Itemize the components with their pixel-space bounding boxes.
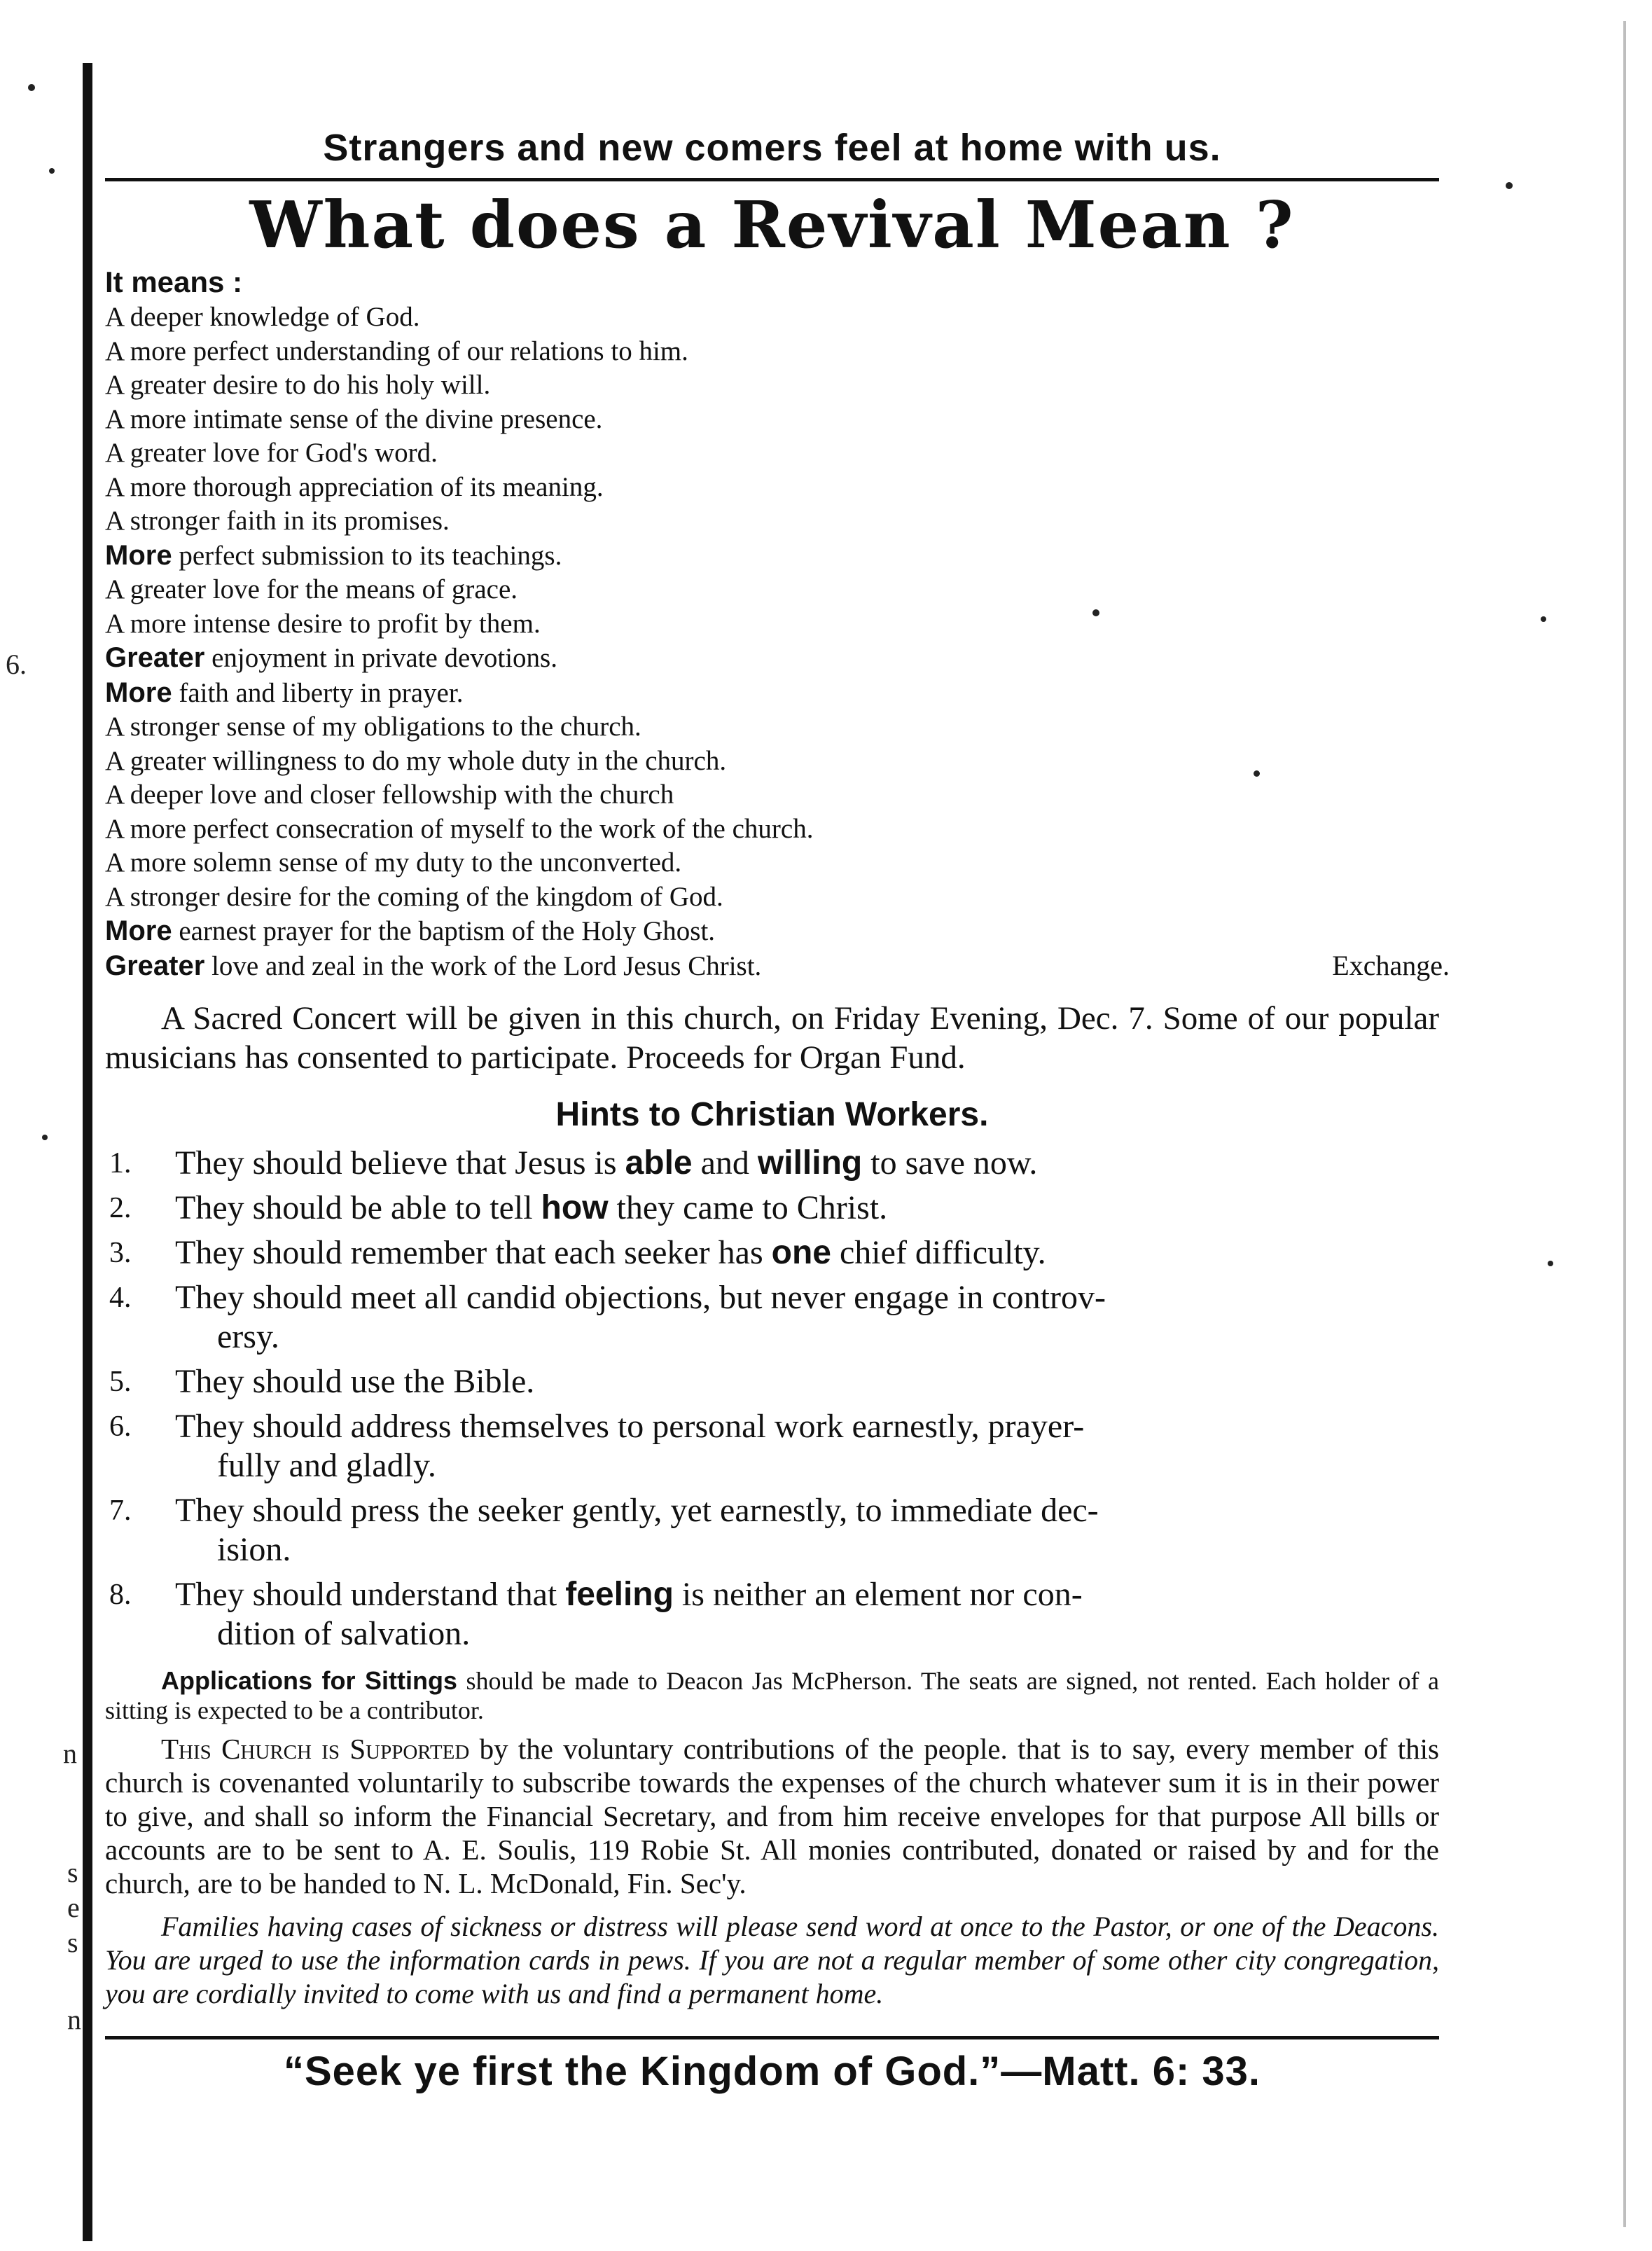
footer-rule <box>105 2036 1439 2039</box>
hint-text <box>175 1362 1439 1401</box>
hint-item <box>105 1189 1439 1228</box>
revival-item <box>105 368 1439 403</box>
hint-item <box>105 1491 1439 1570</box>
concert-notice: A Sacred Concert will be given in this church, on Friday Evening, Dec. 7. Some of our popular musicians has consented to participate. Proceeds for Organ Fund. <box>105 1000 1439 1076</box>
hint-number: 8. <box>109 1579 132 1611</box>
revival-item-lead: More <box>105 539 172 571</box>
hint-continuation: fully and gladly. <box>217 1447 436 1484</box>
source-credit: Exchange. <box>1332 949 1450 981</box>
hint-number: 2. <box>109 1192 132 1224</box>
hint-number: 1. <box>109 1147 132 1179</box>
revival-item-text: A deeper knowledge of God. <box>105 302 420 332</box>
revival-title: What does a Revival Mean ? <box>249 187 1295 263</box>
left-border-line <box>83 63 92 2241</box>
revival-item-text: A more intense desire to profit by them. <box>105 608 541 639</box>
revival-item-text: A deeper love and closer fellowship with the church <box>105 780 674 810</box>
hint-text-b1: one <box>771 1234 831 1271</box>
hint-text <box>175 1189 1439 1228</box>
revival-item-text: A greater love for the means of grace. <box>105 574 518 604</box>
revival-item <box>105 607 1439 642</box>
revival-intro: It means : <box>105 265 243 298</box>
hint-text-post: they came to Christ. <box>608 1189 888 1226</box>
revival-item-text: A greater love for God's word. <box>105 438 438 468</box>
margin-mark: n <box>67 2004 81 2035</box>
hint-text <box>175 1144 1439 1183</box>
margin-mark: e <box>67 1892 80 1923</box>
families-notice <box>105 1910 1439 2011</box>
header-rule <box>105 178 1439 181</box>
scan-speck <box>1506 182 1513 189</box>
hint-text-b2: willing <box>757 1144 863 1182</box>
welcome-tagline: Strangers and new comers feel at home with us. <box>323 127 1221 169</box>
revival-list <box>105 300 1450 983</box>
revival-item <box>105 744 1439 779</box>
hint-text <box>175 1575 1439 1614</box>
hint-text-post: chief difficulty. <box>831 1234 1046 1271</box>
revival-item <box>105 504 1439 539</box>
hints-title: Hints to Christian Workers. <box>555 1096 989 1133</box>
revival-item <box>105 812 1439 847</box>
revival-item-text: A greater desire to do his holy will. <box>105 370 491 400</box>
revival-item <box>105 914 1439 949</box>
hint-text-b1: feeling <box>565 1576 674 1613</box>
hint-number: 3. <box>109 1237 132 1269</box>
revival-item <box>105 641 1439 676</box>
scan-speck <box>28 84 35 91</box>
hint-continuation: ersy. <box>217 1318 279 1355</box>
sittings-text: should be made to Deacon Jas McPherson. The seats are signed, not rented. Each holder of a sitting is expected to be a contributor. <box>105 1667 1439 1724</box>
hint-text-pre: They should use the Bible. <box>175 1363 535 1400</box>
revival-item <box>105 471 1439 505</box>
revival-item-text: earnest prayer for the baptism of the Holy Ghost. <box>172 916 716 946</box>
margin-mark: n <box>63 1738 77 1769</box>
revival-item-lead: More <box>105 677 172 708</box>
margin-mark: s <box>67 1857 78 1888</box>
revival-item <box>105 403 1439 437</box>
revival-item-lead: Greater <box>105 950 205 981</box>
revival-item-text: A more perfect consecration of myself to the work of the church. <box>105 813 814 844</box>
scan-speck <box>49 168 55 174</box>
hint-text-pre: They should understand that <box>175 1576 566 1613</box>
margin-mark: s <box>67 1927 78 1958</box>
hint-item <box>105 1144 1439 1183</box>
hint-text-pre: They should be able to tell <box>175 1189 541 1226</box>
revival-item <box>105 539 1439 574</box>
revival-item-text: A stronger faith in its promises. <box>105 506 450 536</box>
hint-item <box>105 1233 1439 1273</box>
scan-speck <box>1548 1261 1553 1266</box>
hint-number: 7. <box>109 1495 132 1527</box>
hint-text-post: v- <box>1077 1279 1106 1316</box>
support-text: by the voluntary contributions of the people. that is to say, every member of this church is covenanted voluntarily to subscribe towards the expenses of the church whatever sum it is in their power to give, and shall so inform the Financial Secretary, and from him receive envelopes for that purpose All bills or accounts are to be sent to A. E. Soulis, 119 Robie St. All monies contributed, donated or raised by and for the church, are to be handed to N. L. McDonald, Fin. Sec'y. <box>105 1733 1439 1899</box>
revival-item <box>105 335 1439 369</box>
hint-continuation: ision. <box>217 1531 291 1568</box>
sittings-notice <box>105 1666 1439 1725</box>
margin-mark: 6. <box>6 649 27 680</box>
revival-item-lead: Greater <box>105 642 205 673</box>
revival-item <box>105 778 1439 812</box>
hint-text-b1: able <box>625 1144 693 1182</box>
hint-number: 6. <box>109 1411 132 1443</box>
scan-speck <box>42 1135 48 1140</box>
hint-number: 4. <box>109 1282 132 1314</box>
hint-text-post: to save now. <box>862 1144 1038 1182</box>
hint-item <box>105 1575 1439 1654</box>
revival-item <box>105 676 1439 711</box>
revival-item <box>105 436 1439 471</box>
revival-item <box>105 846 1439 880</box>
hint-text <box>175 1278 1439 1317</box>
revival-item-text: A stronger sense of my obligations to the church. <box>105 712 641 742</box>
revival-item <box>105 880 1439 915</box>
hint-text <box>175 1407 1439 1446</box>
hint-text-pre: They should address themselves to personal work earnestly, prayer- <box>175 1408 1085 1445</box>
revival-item <box>105 300 1439 335</box>
hint-text-mid: and <box>692 1144 758 1182</box>
revival-item-text: A more perfect understanding of our relations to him. <box>105 335 688 366</box>
revival-item-text: A more thorough appreciation of its meaning. <box>105 471 604 502</box>
hint-text-pre: They should believe that Jesus is <box>175 1144 625 1182</box>
revival-item-text: love and zeal in the work of the Lord Jesus Christ. <box>204 950 762 981</box>
families-text: Families having cases of sickness or distress will please send word at once to the Pastor, or one of the Deacons. You are urged to use the information cards in pews. If you are not a regular member of some other city congregation, you are cordially invited to come with us and find a permanent home. <box>105 1911 1439 2009</box>
hint-text-pre: They should press the seeker gently, yet earnestly, to immediate dec- <box>175 1492 1099 1529</box>
hint-text <box>175 1491 1439 1530</box>
hint-text-pre: They should meet all candid objections, but never engage in contro <box>175 1279 1078 1316</box>
hint-text-pre: They should remember that each seeker has <box>175 1234 772 1271</box>
support-lead: This Church is Supported <box>161 1733 470 1765</box>
hint-item <box>105 1407 1439 1485</box>
scripture-verse: “Seek ye first the Kingdom of God.”—Matt. 6: 33. <box>283 2049 1261 2094</box>
hint-text <box>175 1233 1439 1273</box>
revival-item-text: A greater willingness to do my whole duty in the church. <box>105 745 727 776</box>
revival-item-text: perfect submission to its teachings. <box>172 540 562 571</box>
revival-item <box>105 710 1439 744</box>
revival-item-text: enjoyment in private devotions. <box>204 643 557 673</box>
hint-number: 5. <box>109 1366 132 1398</box>
support-notice <box>105 1732 1439 1900</box>
hint-continuation: dition of salvation. <box>217 1615 471 1652</box>
church-bulletin-page <box>105 126 1450 2095</box>
revival-item <box>105 573 1439 607</box>
revival-item <box>105 949 1450 984</box>
hint-text-b1: how <box>541 1189 609 1226</box>
hints-list <box>105 1144 1439 1654</box>
revival-item-text: A more solemn sense of my duty to the unconverted. <box>105 847 682 878</box>
revival-item-text: faith and liberty in prayer. <box>172 677 464 708</box>
hint-item <box>105 1278 1439 1357</box>
scan-speck <box>1541 616 1546 622</box>
revival-item-lead: More <box>105 915 172 946</box>
revival-item-text: A more intimate sense of the divine presence. <box>105 403 603 434</box>
revival-item-text: A stronger desire for the coming of the kingdom of God. <box>105 881 723 912</box>
sittings-lead: Applications for Sittings <box>161 1666 457 1695</box>
hint-text-post: is neither an element nor con- <box>673 1576 1083 1613</box>
hint-item <box>105 1362 1439 1401</box>
right-border-line <box>1623 21 1626 2227</box>
